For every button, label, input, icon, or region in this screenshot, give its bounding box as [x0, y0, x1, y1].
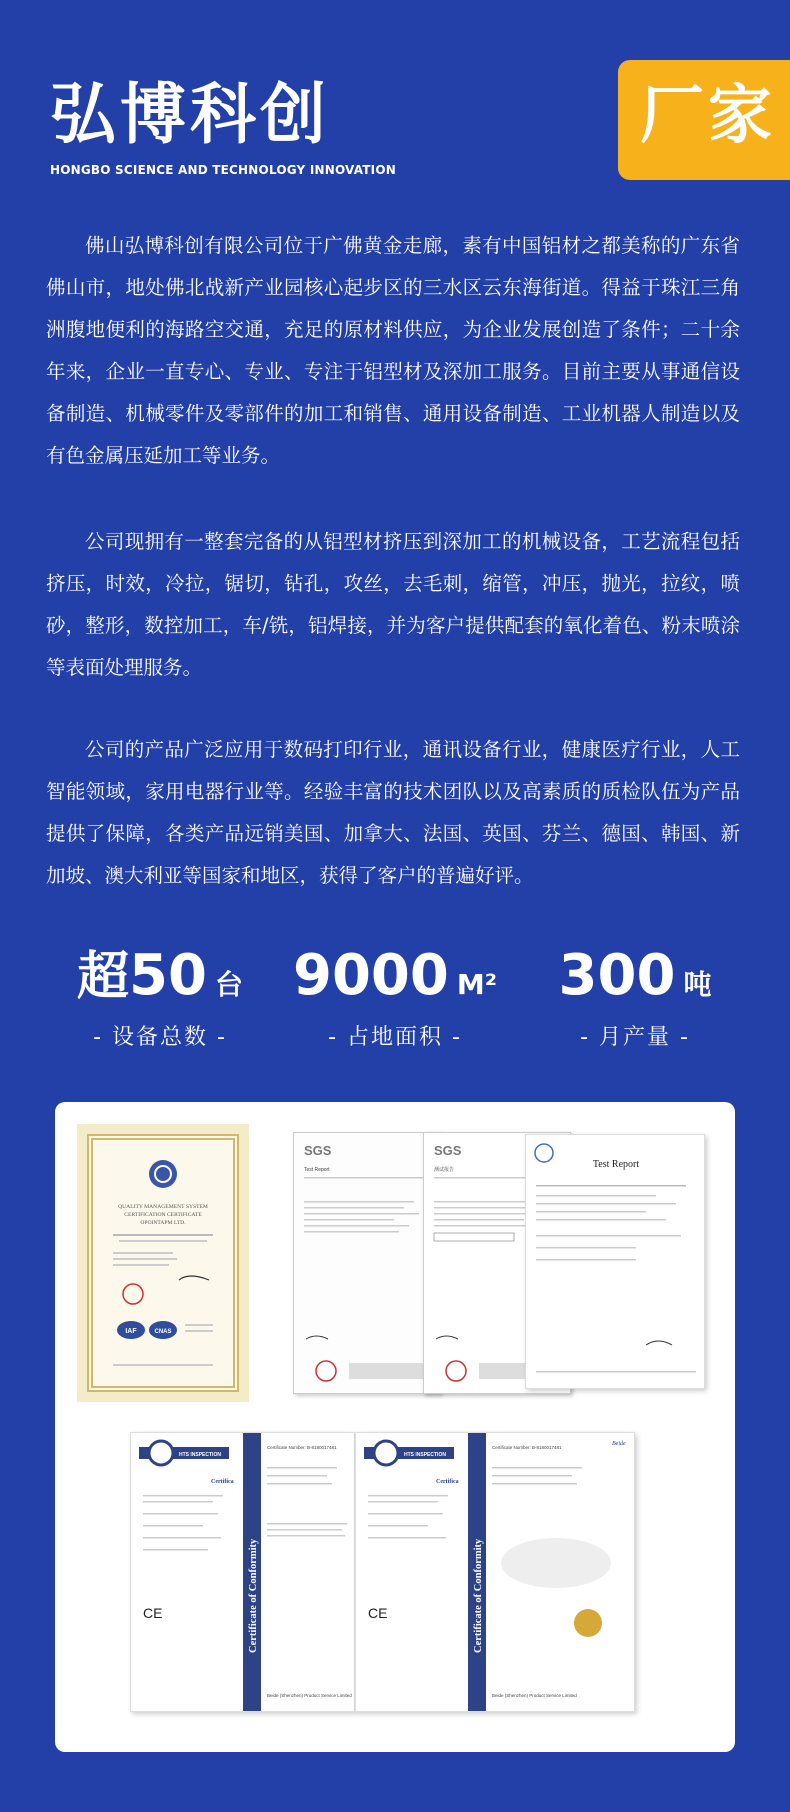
iaf-text: IAF [125, 1328, 137, 1335]
test-report-document [525, 1134, 705, 1389]
qms-line-2: CERTIFICATION CERTIFICATE [124, 1212, 202, 1218]
ce-mark-icon: CE [368, 1605, 388, 1621]
hts-inspection-text-2: HTS INSPECTION [404, 1452, 446, 1458]
sgs-logo-2: SGS [434, 1143, 462, 1158]
company-subtitle: HONGBO SCIENCE AND TECHNOLOGY INNOVATION [50, 163, 396, 177]
sgs-report-1-graphic [294, 1133, 441, 1394]
red-stamp-icon [446, 1361, 466, 1381]
stat-label: - 月产量 - [580, 1025, 690, 1050]
stat-equipment [60, 943, 260, 1051]
company-title: 弘博科创 [50, 76, 330, 153]
stat-monthly-output [550, 943, 720, 1051]
red-stamp-icon [316, 1361, 336, 1381]
coc-side-text-1: Certificate of Conformity [248, 1538, 259, 1653]
coc-2-graphic [356, 1433, 635, 1712]
sgs-logo-1: SGS [304, 1143, 332, 1158]
coc-heading-2: Certifica [436, 1479, 459, 1485]
intro-paragraph-3: 公司的产品广泛应用于数码打印行业，通讯设备行业，健康医疗行业，人工智能领域，家用电器行业等。经验丰富的技术团队以及高素质的质检队伍为产品提供了保障，各类产品远销美国、加拿大、法国、英国、芬兰、德国、韩国、新加坡、澳大利亚等国家和地区，获得了客户的普遍好评。 [46, 738, 740, 887]
quality-management-certificate [77, 1124, 249, 1402]
qms-line-1: QUALITY MANAGEMENT SYSTEM [118, 1204, 208, 1210]
coc-company-2: Beide (Shenzhen) Product Service Limited [492, 1693, 577, 1698]
coc-side-text-2: Certificate of Conformity [473, 1538, 484, 1653]
stat-value: 50 [129, 943, 207, 1008]
stat-prefix: 超 [77, 947, 130, 1007]
intro-paragraph-2: 公司现拥有一整套完备的从铝型材挤压到深加工的机械设备，工艺流程包括挤压，时效，冷拉，锯切，钻孔，攻丝，去毛刺，缩管，冲压，抛光，拉纹，喷砂，整形，数控加工，车/铣，铝焊接，并为客户提供配套的氧化着色、粉末喷涂等表面处理服务。 [46, 530, 740, 679]
coc-number-2: Certificate Number: B-8180017481 [492, 1445, 562, 1450]
stat-unit: 吨 [683, 968, 712, 1001]
cnas-text: CNAS [154, 1329, 172, 1335]
signature-icon [179, 1276, 209, 1280]
lab-logo-icon [535, 1144, 553, 1162]
manufacturer-badge-text: 厂家 [640, 79, 776, 153]
stat-unit: 台 [214, 968, 243, 1001]
hts-logo-icon [149, 1441, 173, 1465]
hts-inspection-text-1: HTS INSPECTION [179, 1452, 221, 1458]
sgs-heading-2: 测试报告 [434, 1167, 455, 1173]
certificate-of-conformity-2 [355, 1432, 635, 1712]
test-report-heading: Test Report [592, 1159, 640, 1170]
certificate-of-conformity-1 [130, 1432, 355, 1712]
red-stamp-icon [123, 1284, 143, 1304]
beide-brand: Beide [612, 1441, 626, 1447]
sgs-test-report-1 [293, 1132, 441, 1394]
stat-label: - 占地面积 - [328, 1025, 462, 1050]
qms-line-3: OPOINTAPM LTD. [140, 1220, 186, 1226]
certification-seal-icon [149, 1160, 177, 1188]
coc-company-1: Beide (Shenzhen) Product Service Limited [267, 1693, 352, 1698]
sgs-heading-1: Test Report [304, 1167, 330, 1173]
stat-value: 300 [558, 943, 676, 1008]
ce-mark-icon: CE [143, 1605, 163, 1621]
world-map-icon [501, 1538, 611, 1588]
stat-label: - 设备总数 - [93, 1025, 227, 1050]
coc-number-1: Certificate Number: B-8180017481 [267, 1445, 337, 1450]
certificates-panel [55, 1102, 735, 1752]
hts-logo-icon [374, 1441, 398, 1465]
stat-value: 9000 [293, 943, 449, 1008]
coc-heading-1: Certifica [211, 1479, 234, 1485]
stat-unit: M² [456, 968, 497, 1001]
coc-1-graphic [131, 1433, 355, 1712]
stat-area [290, 943, 500, 1051]
qms-certificate-graphic [93, 1140, 233, 1386]
intro-paragraph-1: 佛山弘博科创有限公司位于广佛黄金走廊，素有中国铝材之都美称的广东省佛山市，地处佛北战新产业园核心起步区的三水区云东海街道。得益于珠江三角洲腹地便利的海路空交通，充足的原材料供应，为企业发展创造了条件；二十余年来，企业一直专心、专业、专注于铝型材及深加工服务。目前主要从事通信设备制造、机械零件及零部件的加工和销售、通用设备制造、工业机器人制造以及有色金属压延加工等业务。 [46, 234, 740, 467]
test-report-graphic [526, 1135, 705, 1389]
gold-seal-icon [574, 1609, 602, 1637]
